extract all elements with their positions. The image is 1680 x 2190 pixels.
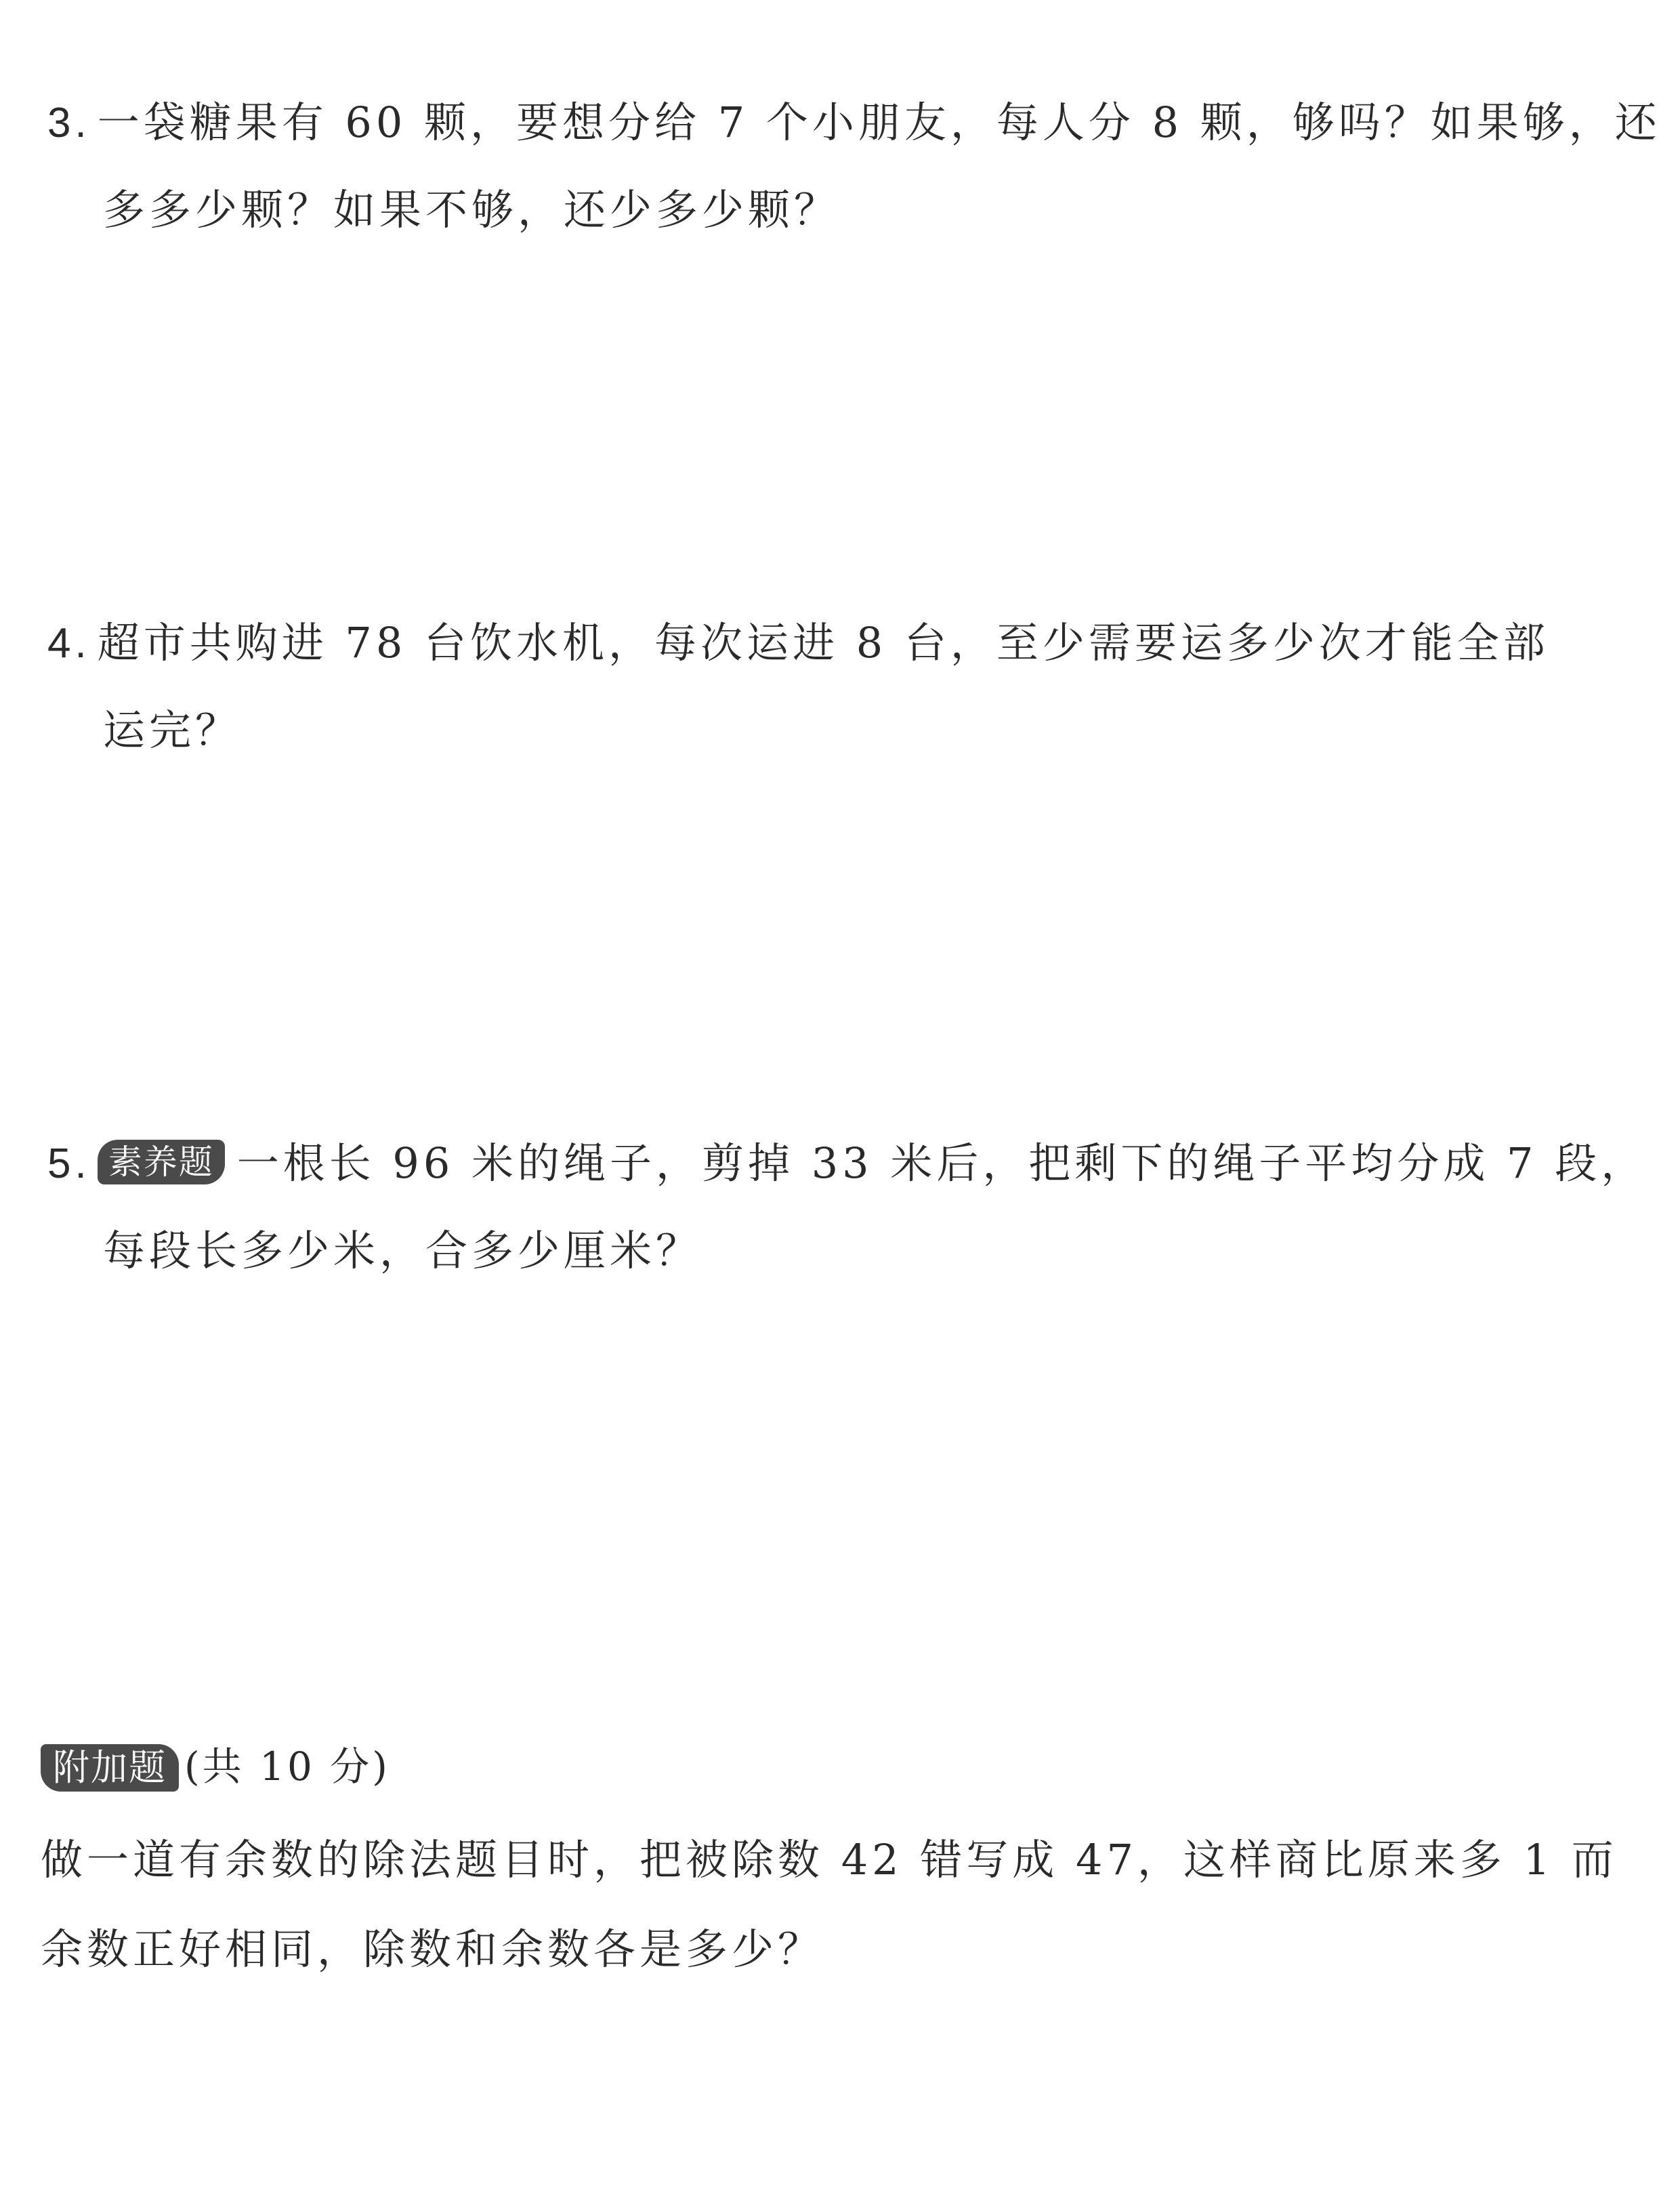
question-number: 4. [47, 620, 91, 667]
question-4 [47, 618, 1633, 755]
bonus-tag: 附加题 [41, 1744, 179, 1792]
question-number: 5. [47, 1140, 91, 1187]
question-5-line-2: 每段长多少米，合多少厘米？ [103, 1226, 702, 1275]
bonus-line-1: 做一道有余数的除法题目时，把被除数 42 错写成 47，这样商比原来多 1 而 [41, 1835, 1618, 1884]
question-text: 一根长 96 米的绳子，剪掉 33 米后，把剩下的绳子平均分成 7 段， [236, 1138, 1647, 1188]
question-4-line-1 [47, 618, 1633, 667]
literacy-tag: 素养题 [98, 1140, 225, 1184]
question-text: 一袋糖果有 60 颗，要想分给 7 个小朋友，每人分 8 颗，够吗？如果够，还 [97, 98, 1661, 147]
question-3-line-1 [47, 98, 1661, 147]
question-number: 3. [47, 100, 91, 146]
question-3-line-2: 多多少颗？如果不够，还少多少颗？ [103, 185, 841, 234]
bonus-points: (共 10 分) [184, 1743, 390, 1790]
question-5-line-1 [47, 1138, 1647, 1188]
question-text: 超市共购进 78 台饮水机，每次运进 8 台，至少需要运多少次才能全部 [97, 618, 1549, 667]
question-4-line-2: 运完？ [103, 705, 242, 755]
bonus-section [41, 1735, 1626, 1974]
bonus-line-2: 余数正好相同，除数和余数各是多少？ [41, 1924, 824, 1974]
bonus-header [41, 1735, 1626, 1792]
question-5 [47, 1138, 1647, 1275]
question-3 [47, 98, 1661, 234]
